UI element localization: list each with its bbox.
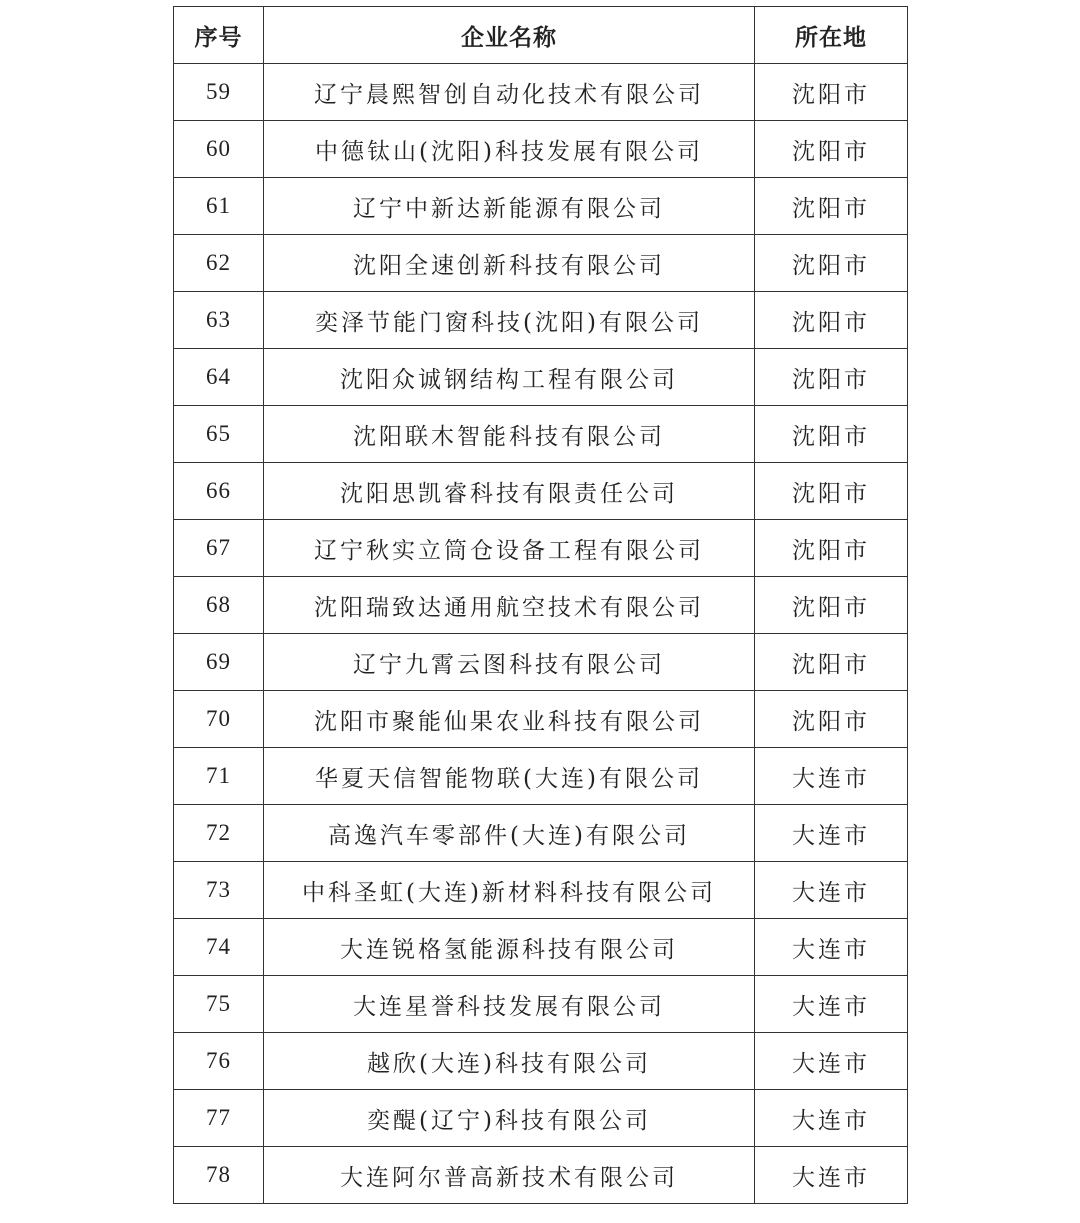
row-location: 沈阳市 [755, 634, 908, 691]
row-number: 64 [174, 349, 264, 406]
row-number: 72 [174, 805, 264, 862]
row-location: 大连市 [755, 1090, 908, 1147]
table-row [174, 1147, 908, 1204]
row-location: 沈阳市 [755, 349, 908, 406]
row-company-name: 辽宁中新达新能源有限公司 [264, 178, 755, 235]
table-row [174, 406, 908, 463]
table-row [174, 919, 908, 976]
table-row [174, 292, 908, 349]
row-location: 大连市 [755, 805, 908, 862]
row-company-name: 沈阳众诚钢结构工程有限公司 [264, 349, 755, 406]
row-company-name: 辽宁秋实立筒仓设备工程有限公司 [264, 520, 755, 577]
header-row [174, 7, 908, 64]
row-number: 77 [174, 1090, 264, 1147]
row-company-name: 沈阳市聚能仙果农业科技有限公司 [264, 691, 755, 748]
table-row [174, 805, 908, 862]
row-location: 沈阳市 [755, 121, 908, 178]
row-number: 71 [174, 748, 264, 805]
row-number: 68 [174, 577, 264, 634]
row-company-name: 华夏天信智能物联(大连)有限公司 [264, 748, 755, 805]
row-company-name: 大连阿尔普高新技术有限公司 [264, 1147, 755, 1204]
row-number: 75 [174, 976, 264, 1033]
row-company-name: 越欣(大连)科技有限公司 [264, 1033, 755, 1090]
row-location: 大连市 [755, 862, 908, 919]
row-number: 74 [174, 919, 264, 976]
table-row [174, 862, 908, 919]
row-location: 沈阳市 [755, 520, 908, 577]
row-number: 73 [174, 862, 264, 919]
row-location: 沈阳市 [755, 577, 908, 634]
row-number: 65 [174, 406, 264, 463]
row-location: 沈阳市 [755, 463, 908, 520]
table-row [174, 748, 908, 805]
table-row [174, 235, 908, 292]
row-company-name: 大连锐格氢能源科技有限公司 [264, 919, 755, 976]
table-row [174, 520, 908, 577]
table-header [174, 7, 908, 64]
row-location: 沈阳市 [755, 235, 908, 292]
table-row [174, 577, 908, 634]
row-number: 63 [174, 292, 264, 349]
row-company-name: 沈阳思凯睿科技有限责任公司 [264, 463, 755, 520]
table-row [174, 1090, 908, 1147]
header-name: 企业名称 [264, 7, 755, 64]
table-row [174, 976, 908, 1033]
row-company-name: 奕泽节能门窗科技(沈阳)有限公司 [264, 292, 755, 349]
row-location: 沈阳市 [755, 292, 908, 349]
table-row [174, 178, 908, 235]
row-location: 沈阳市 [755, 178, 908, 235]
table-row [174, 463, 908, 520]
header-number: 序号 [174, 7, 264, 64]
row-company-name: 大连星誉科技发展有限公司 [264, 976, 755, 1033]
row-company-name: 奕醍(辽宁)科技有限公司 [264, 1090, 755, 1147]
row-number: 70 [174, 691, 264, 748]
table-row [174, 691, 908, 748]
row-company-name: 中德钛山(沈阳)科技发展有限公司 [264, 121, 755, 178]
row-number: 59 [174, 64, 264, 121]
row-location: 大连市 [755, 1033, 908, 1090]
row-company-name: 中科圣虹(大连)新材料科技有限公司 [264, 862, 755, 919]
table-body [174, 64, 908, 1204]
row-number: 76 [174, 1033, 264, 1090]
row-number: 62 [174, 235, 264, 292]
row-company-name: 沈阳全速创新科技有限公司 [264, 235, 755, 292]
row-company-name: 沈阳瑞致达通用航空技术有限公司 [264, 577, 755, 634]
row-company-name: 沈阳联木智能科技有限公司 [264, 406, 755, 463]
table-row [174, 349, 908, 406]
row-number: 61 [174, 178, 264, 235]
enterprise-table [173, 6, 908, 1204]
row-location: 大连市 [755, 1147, 908, 1204]
row-company-name: 高逸汽车零部件(大连)有限公司 [264, 805, 755, 862]
table-row [174, 121, 908, 178]
row-number: 78 [174, 1147, 264, 1204]
row-number: 67 [174, 520, 264, 577]
row-location: 大连市 [755, 976, 908, 1033]
row-location: 沈阳市 [755, 691, 908, 748]
row-location: 大连市 [755, 748, 908, 805]
header-location: 所在地 [755, 7, 908, 64]
row-company-name: 辽宁九霄云图科技有限公司 [264, 634, 755, 691]
row-number: 60 [174, 121, 264, 178]
table-row [174, 64, 908, 121]
row-number: 66 [174, 463, 264, 520]
table-row [174, 1033, 908, 1090]
row-location: 沈阳市 [755, 64, 908, 121]
row-location: 大连市 [755, 919, 908, 976]
row-number: 69 [174, 634, 264, 691]
table-row [174, 634, 908, 691]
row-location: 沈阳市 [755, 406, 908, 463]
row-company-name: 辽宁晨熙智创自动化技术有限公司 [264, 64, 755, 121]
enterprise-table-container [173, 6, 907, 1204]
